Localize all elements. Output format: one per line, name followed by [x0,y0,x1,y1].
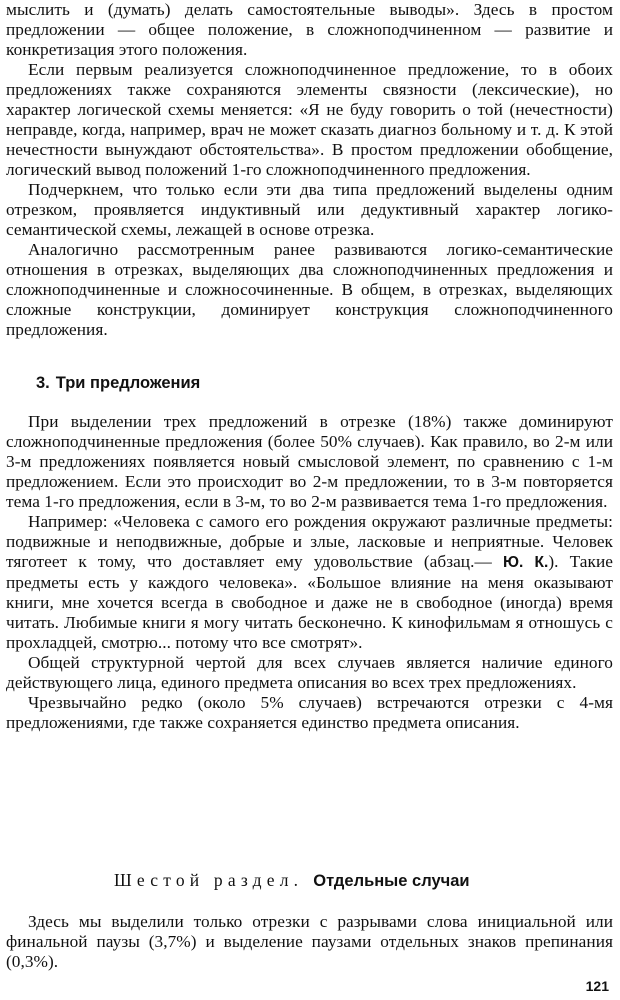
text-block-bottom [6,912,613,972]
subsection-heading [36,374,200,393]
paragraph: мыслить и (думать) делать самостоятельные выводы». Здесь в простом предложении — общее положение, в сложноподчиненном — развитие и конкретизация этого положения. [6,0,613,59]
page-number: 121 [585,978,609,994]
paragraph: При выделении трех предложений в отрезке (18%) также доминируют сложноподчиненные предложения (более 50% случаев). Как правило, во 2-м или 3-м предложениях появляется новый смысловой элемент, по сравнению с 1-м предложением. Если это происходит во 2-м предложении, то в 3-м повторяется тема 1-го предложения, если в 3-м, то во 2-м развивается тема 1-го предложения. [6,412,613,511]
example-paragraph [6,512,613,653]
paragraph: Общей структурной чертой для всех случаев является наличие единого действующего лица, единого предмета описания во всех трех предложениях. [6,653,613,692]
section-heading [114,870,470,891]
paragraph: Здесь мы выделили только отрезки с разрывами слова инициальной или финальной паузы (3,7%) и выделение паузами отдельных знаков препинания (0,3%). [6,912,613,971]
section-title: Отдельные случаи [313,872,470,890]
example-text-after: ). Такие предметы есть у каждого человека». «Большое влияние на меня оказывают книги, мне хочется всегда в свободное и даже не в свободное (иногда) время читать. Любимые книги я могу читать бесконечно. К кинофильмам я отношусь с прохладцей, смотрю... потому что все смотрят». [6,552,613,652]
example-text-before: Например: «Человека с самого его рождения окружают различные предметы: подвижные и неподвижные, добрые и злые, ласковые и неприятные. Человек тяготеет к тому, что доставляет ему удовольствие (абзац.— [6,512,613,571]
author-initials: Ю. К. [502,554,549,571]
paragraph: Подчеркнем, что только если эти два типа предложений выделены одним отрезком, проявляется индуктивный или дедуктивный характер логико-семантической схемы, лежащей в основе отрезка. [6,180,613,239]
subsection-number: 3. [36,374,50,392]
paragraph: Чрезвычайно редко (около 5% случаев) встречаются отрезки с 4-мя предложениями, где также сохраняется единство предмета описания. [6,693,613,732]
paragraph: Аналогично рассмотренным ранее развиваются логико-семантические отношения в отрезках, выделяющих два сложноподчиненных предложения и сложноподчиненные и сложносочиненные. В общем, в отрезках, выделяющих сложные конструкции, доминирует конструкция сложноподчиненного предложения. [6,240,613,339]
text-block-middle [6,412,613,733]
subsection-title: Три предложения [55,374,201,392]
section-label: Шестой раздел. [114,870,304,890]
paragraph: Если первым реализуется сложноподчиненное предложение, то в обоих предложениях также сохраняются элементы связности (лексические), но характер логической схемы меняется: «Я не буду говорить о той (нечестности) неправде, когда, например, врач не может сказать диагноз больному и т. д. К этой нечестности вынуждают обстоятельства». В простом предложении обобщение, логический вывод положений 1-го сложноподчиненного предложения. [6,60,613,179]
text-block-top [6,0,613,340]
